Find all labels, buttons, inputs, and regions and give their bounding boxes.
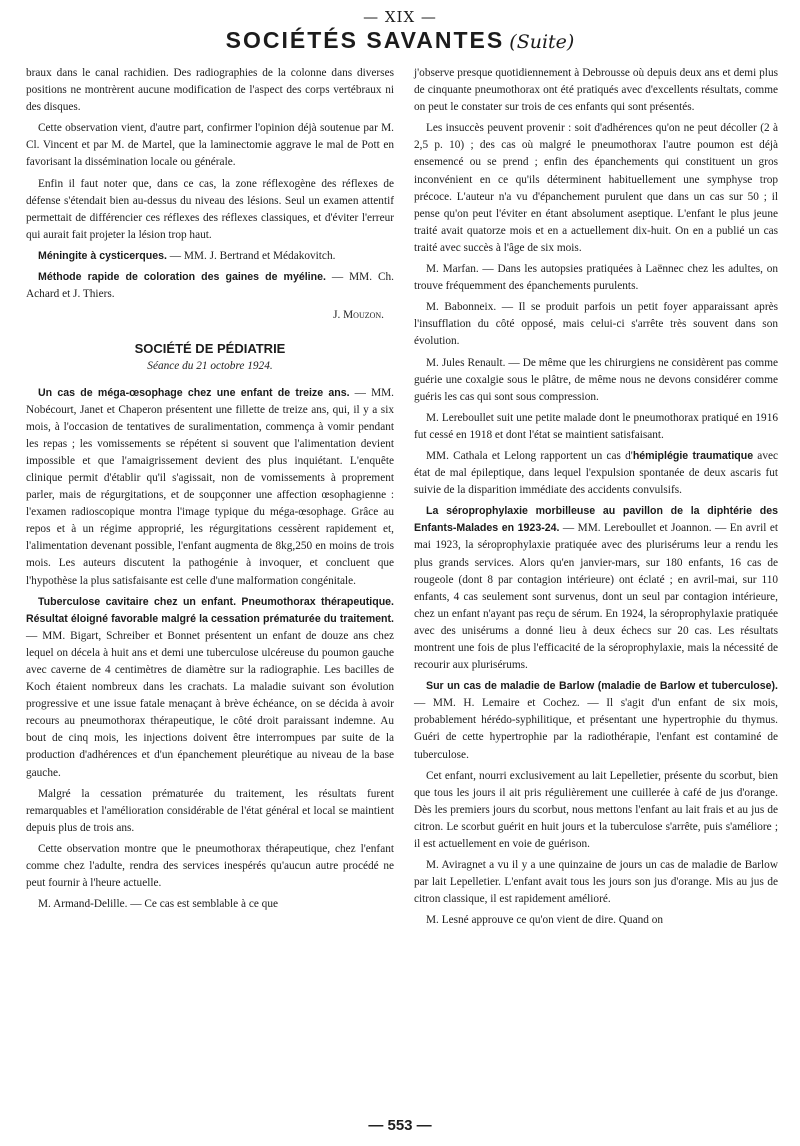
paragraph [26,385,394,590]
paragraph: M. Lereboullet suit une petite malade dont le pneumothorax pratiqué en 1916 fut cessé en 1918 et dont l'état se maintient satisfaisant. [414,411,778,441]
paragraph: braux dans le canal rachidien. Des radiographies de la colonne dans diverses positions ne montrèrent aucune modification de l'aspect des corps vertébraux ni des disques. [26,67,394,114]
item-text: — MM. Nobécourt, Janet et Chaperon présentent une fillette de treize ans, qui, il y a six mois, à l'occasion de tentatives de suralimentation, commença à vomir pendant les repas ; les vomissements se répétent si souvent que l'alimentation devient impossible et que l'amaigrissement devient des plus inquiétant. L'enquête clinique permit d'établir qu'il s'agissait, non de vomissements à proprement parler, mais de régurgitations, et de soupçonner une affection œsophagienne : l'examen radioscopique montra l'image typique du méga-œsophage. Grâce au repos et à un régime approprié, les régurgitations cessèrent rapidement et, l'alimentation devenant possible, l'enfant augmenta de 8kg,250 en moins de trois mois. Les auteurs discutent la pathogénie à invoquer, et concluent que l'hypothèse la plus satisfaisante est celle d'une malformation congénitale. [26,386,395,587]
item-title: hémiplégie traumatique [632,449,754,462]
item-text: — MM. Lereboullet et Joannon. — En avril et mai 1923, la séroprophylaxie pratiquée avec des plurisérums leur a rendu les plus grands services. Alors qu'en janvier-mars, sur 180 enfants, 16 cas de rougeole (dont 8 par contagion intérieure) ont éclaté ; en avril-mai, sur 110 enfants, 4 cas seulement sont survenus, dont un seul par contagion intérieure, chez un enfant n'ayant pas reçu de sérum. En 1924, la séroprophylaxie pratiquée avec des unisérums a donné lieu à deux échecs sur 20 cas. Les résultats montrent une fois de plus l'efficacité de la séroprophylaxie, mais la nécessité de recourir aux plurisérums. [414,522,778,672]
paragraph: M. Jules Renault. — De même que les chirurgiens ne considèrent pas comme guérie une coxalgie sous le plâtre, de même nous ne devons considérer comme guéris les cas qui sont sous compression. [414,356,778,403]
paragraph: j'observe presque quotidiennement à Debrousse où depuis deux ans et demi plus de cinquante pneumothorax ont été pratiqués avec d'excellents résultats, comme on peut le constater sur trois de ces enfants qui sont présentés. [414,67,778,114]
item-title: La séroprophylaxie morbilleuse au pavillon de la diphtérie des Enfants-Malades en 1923-24. [414,505,778,535]
paragraph: Les insuccès peuvent provenir : soit d'adhérences qu'on ne peut décoller (2 à 2,5 p. 10) ; des cas où malgré le pneumothorax l'autre poumon est déjà ensemencé ou se prend ; enfin des épanchements qui constituent un gros inconvénient en ce qu'ils déterminent habituellement une symphyse trop précoce. L'auteur n'a vu d'épanchement purulent que dans un cas sur 50 ; il pense qu'on peut l'éviter en étant absolument aseptique. L'enfant le plus jeune traité avait quatorze mois et en a actuellement dix-huit. On en a publié un cas traité avec succès à l'âge de six mois. [414,122,778,254]
paragraph: M. Armand-Delille. — Ce cas est semblable à ce que [38,898,278,911]
paragraph: M. Babonneix. — Il se produit parfois un petit foyer apparaissant après l'insufflation du côté opposé, mais celui-ci s'arrête très souvent dans son évolution. [414,301,778,348]
header-title: SOCIÉTÉS SAVANTES [225,27,505,53]
paragraph: Cette observation montre que le pneumothorax thérapeutique, chez l'enfant comme chez l'adulte, rendra des services inespérés qu'aucun autre procédé ne peut fournir à l'heure actuelle. [26,842,394,890]
paragraph: Cette observation vient, d'autre part, confirmer l'opinion déjà soutenue par M. Cl. Vincent et par M. de Martel, que la laminectomie aggrave le mal de Pott en favorisant la dissémination locale ou générale. [26,122,394,169]
item-text: — MM. Bigart, Schreiber et Bonnet présentent un enfant de douze ans chez lequel on décela à huit ans et demi une tuberculose ulcéreuse du poumon gauche avec caverne de 4 centimètres de diamètre sur la radiographie. Les bacilles de Koch étaient nombreux dans les crachats. La maladie suivant son évolution progressive et une issue fatale menaçant à brève échéance, on se décida à avoir recours au pneumothorax thérapeutique, le côté droit paraissant indemne. Au bout de cinq mois, les injections doivent être interrompues par suite de la production d'adhérences et d'un épanchement pleurétique au niveau de la base gauche. [26,629,394,779]
item-title: Méthode rapide de coloration des gaines de myéline. [38,271,326,284]
item-title: Méningite à cysticerques. [38,249,167,262]
item-title: Sur un cas de maladie de Barlow (maladie de Barlow et tuberculose). [426,680,778,693]
item-text: — MM. J. Bertrand et Médakovitch. [166,249,336,262]
paragraph: M. Aviragnet a vu il y a une quinzaine de jours un cas de maladie de Barlow par lait Lepelletier. L'enfant avait tous les jours son jus d'orange. Mis au jus de citron classique, il est rapidement amélioré. [414,859,778,906]
item-text: — MM. Ch. Achard et J. Thiers. [26,271,394,301]
paragraph: Cet enfant, nourri exclusivement au lait Lepelletier, présente du scorbut, bien que tous les jours il ait pris régulièrement une cuillerée à café de jus d'orange. Dès les premiers jours du scorbut, nous mettons l'enfant au lait frais et au jus de citron. Le scorbut guérit en huit jours et la tuberculose s'arrête, puis s'améliore ; il est actuellement en voie de guérison. [414,769,778,851]
paragraph: M. Lesné approuve ce qu'on vient de dire. Quand on [426,914,664,927]
paragraph [414,503,778,674]
item-text: — MM. H. Lemaire et Cochez. — Il s'agit d'un enfant de six mois, probablement hérédo-syphilitique, et présentant une hypertrophie du thymus. Guéri de cette hypertrophie par la radiothérapie, l'enfant est contaminé de tuberculose. [414,697,778,761]
item-text: avec état de mal épileptique, dans lequel l'expulsion spontanée de deux ascaris fut suivie de la disparition immédiate des accidents convulsifs. [414,449,779,497]
paragraph: M. Marfan. — Dans les autopsies pratiquées à Laënnec chez les adultes, on trouve fréquemment des épanchements purulents. [414,263,778,293]
paragraph [414,678,778,763]
running-header [0,27,800,54]
item-title: Un cas de méga-œsophage chez une enfant de treize ans. [38,386,350,399]
paragraph: Malgré la cessation prématurée du traitement, les résultats furent remarquables et l'amélioration considérable de l'état général et local se maintient depuis plus de trois ans. [26,787,394,834]
section-title: SOCIÉTÉ DE PÉDIATRIE [134,341,286,357]
right-column [414,65,778,934]
item-text: MM. Cathala et Lelong rapportent un cas d' [426,449,633,462]
section-date: Séance du 21 octobre 1924. [147,360,273,373]
paragraph: Enfin il faut noter que, dans ce cas, la zone réflexogène des réflexes de défense s'étendait bien au-dessus du niveau des lésions. Seul un examen attentif permettait de différencier ces réflexes des réflexes classiques, et d'éviter l'erreur qui aurait fait projeter la lésion trop haut. [26,177,394,241]
item-title: Tuberculose cavitaire chez un enfant. Pneumothorax thérapeutique. Résultat éloigné favorable malgré la cessation prématurée du traitement. [26,595,394,625]
signature: J. Mouzon. [333,309,384,322]
paragraph [26,248,394,265]
page-number-top: — XIX — [363,8,437,26]
paragraph [26,594,394,782]
paragraph [26,269,394,303]
left-column [26,65,394,917]
paragraph [414,448,778,499]
page-number-bottom: — 553 — [368,1117,432,1134]
header-suite: (Suite) [509,31,575,53]
